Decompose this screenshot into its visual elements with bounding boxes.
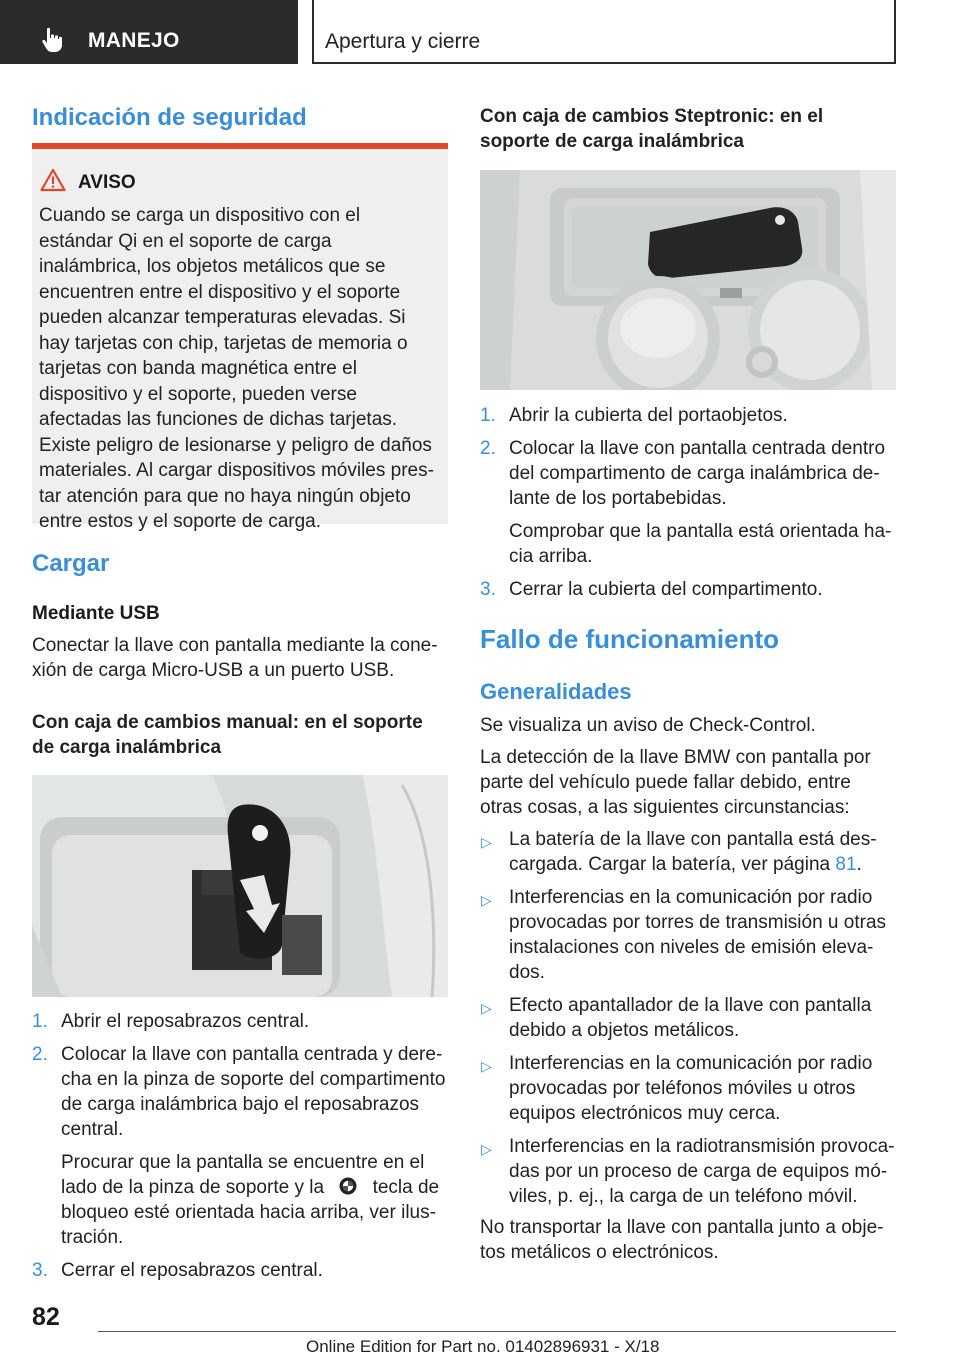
- console-illustration: [480, 170, 896, 390]
- step-text: Colocar la llave con pantalla centrada y derecha en la pinza de soporte del compartimento de carga inalámbrica bajo el reposabrazos central.: [61, 1044, 446, 1140]
- bullet-triangle-icon: ▷: [481, 1058, 492, 1074]
- bullet-text-end: .: [856, 854, 862, 875]
- list-item: [480, 1051, 896, 1126]
- bmw-logo-key-icon: [333, 1176, 363, 1196]
- warning-text: Cuando se carga un dispositivo con el estándar Qi en el soporte de carga inalámbrica, los objetos metálicos que se encuentren entre el dispositivo y el soporte pueden alcanzar temperaturas elevadas. Si hay tarjetas con chip, tarjetas de memoria o tarjetas con banda magnética entre el dispositivo y el soporte, pueden verse afectadas las funciones de dichas tarjetas. Existe peligro de lesionarse y peligro de daños materiales. Al cargar dispositivos móviles prestar atención para que no haya ningún objeto entre estos y el soporte de carga.: [39, 205, 434, 532]
- bullet-text: Interferencias en la radiotransmisión provocadas por un proceso de carga de equipos móviles, p. ej., la carga de un teléfono móvil.: [509, 1136, 895, 1207]
- section-tab: [0, 0, 298, 64]
- list-item: [480, 403, 896, 428]
- step-note: [61, 1150, 448, 1250]
- edition-footer: Online Edition for Part no. 01402896931 - X/18: [306, 1337, 660, 1356]
- step-text: Cerrar la cubierta del compartimento.: [509, 579, 823, 600]
- usb-text: Conectar la llave con pantalla mediante la conexión de carga Micro-USB a un puerto USB.: [32, 635, 438, 681]
- bullet-text: Efecto apantallador de la llave con pantalla debido a objetos metálicos.: [509, 995, 872, 1041]
- bullet-triangle-icon: ▷: [481, 1141, 492, 1157]
- step-number: 1.: [32, 1011, 48, 1032]
- warning-triangle-icon: [40, 168, 66, 192]
- manual-steps-list: [32, 1009, 448, 1291]
- cargar-heading: Cargar: [32, 550, 110, 577]
- page-number: 82: [32, 1303, 60, 1331]
- step-text: Abrir el reposabrazos central.: [61, 1011, 310, 1032]
- usb-heading: Mediante USB: [32, 603, 160, 624]
- armrest-charging-photo: [32, 775, 448, 997]
- step-note-text-b: tecla de bloqueo esté orientada hacia arriba, ver ilustración.: [61, 1177, 440, 1248]
- list-item: [480, 436, 896, 569]
- warning-bar: [32, 143, 448, 149]
- list-item: [32, 1258, 448, 1283]
- steptronic-steps-list: [480, 403, 896, 610]
- closing-paragraph: No transportar la llave con pantalla junto a objetos metálicos o electrónicos.: [480, 1217, 884, 1263]
- step-note-text-a: Procurar que la pantalla se encuentre en el lado de la pinza de soporte y la: [61, 1152, 425, 1198]
- bullet-text: La batería de la llave con pantalla está descargada. Cargar la batería, ver página: [509, 829, 877, 875]
- warning-label: AVISO: [78, 172, 136, 193]
- hand-pointer-icon: [40, 26, 68, 54]
- bullet-triangle-icon: ▷: [481, 1000, 492, 1016]
- page-title: Apertura y cierre: [325, 30, 481, 53]
- circumstances-list: [480, 827, 896, 1217]
- step-number: 2.: [32, 1044, 48, 1065]
- step-text: Abrir la cubierta del portaobjetos.: [509, 405, 788, 426]
- bullet-text: Interferencias en la comunicación por radio provocadas por teléfonos móviles u otros equipos electrónicos muy cerca.: [509, 1053, 873, 1124]
- page-header: [0, 0, 960, 66]
- safety-heading: Indicación de seguridad: [32, 104, 307, 131]
- list-item: [480, 993, 896, 1043]
- step-text: Cerrar el reposabrazos central.: [61, 1260, 323, 1281]
- general-paragraph-2: La detección de la llave BMW con pantalla por parte del vehículo puede fallar debido, entre otras cosas, a las siguientes circunstancias:: [480, 747, 871, 818]
- step-number: 3.: [32, 1260, 48, 1281]
- step-note: Comprobar que la pantalla está orientada hacia arriba.: [509, 521, 892, 567]
- footer-divider: [98, 1331, 896, 1332]
- console-charging-photo: [480, 170, 896, 390]
- list-item: [480, 827, 896, 877]
- list-item: [32, 1009, 448, 1034]
- armrest-illustration: [32, 775, 448, 997]
- list-item: [480, 1134, 896, 1209]
- bullet-triangle-icon: ▷: [481, 892, 492, 908]
- list-item: [32, 1042, 448, 1250]
- bullet-triangle-icon: ▷: [481, 834, 492, 850]
- step-number: 2.: [480, 438, 496, 459]
- manual-heading: Con caja de cambios manual: en el soporte de carga inalámbrica: [32, 712, 423, 758]
- bullet-text: Interferencias en la comunicación por radio provocadas por torres de transmisión u otras instalaciones con niveles de emisión elevados.: [509, 887, 887, 983]
- generalidades-heading: Generalidades: [480, 679, 632, 704]
- page-link[interactable]: 81: [835, 854, 857, 875]
- fallo-heading: Fallo de funcionamiento: [480, 624, 780, 654]
- step-number: 1.: [480, 405, 496, 426]
- step-number: 3.: [480, 579, 496, 600]
- section-tab-label: MANEJO: [88, 29, 180, 52]
- general-paragraph-1: Se visualiza un aviso de Check-Control.: [480, 715, 816, 736]
- step-text: Colocar la llave con pantalla centrada dentro del compartimento de carga inalámbrica delante de los portabebidas.: [509, 438, 886, 509]
- steptronic-heading: Con caja de cambios Steptronic: en el soporte de carga inalámbrica: [480, 106, 824, 152]
- list-item: [480, 577, 896, 602]
- list-item: [480, 885, 896, 985]
